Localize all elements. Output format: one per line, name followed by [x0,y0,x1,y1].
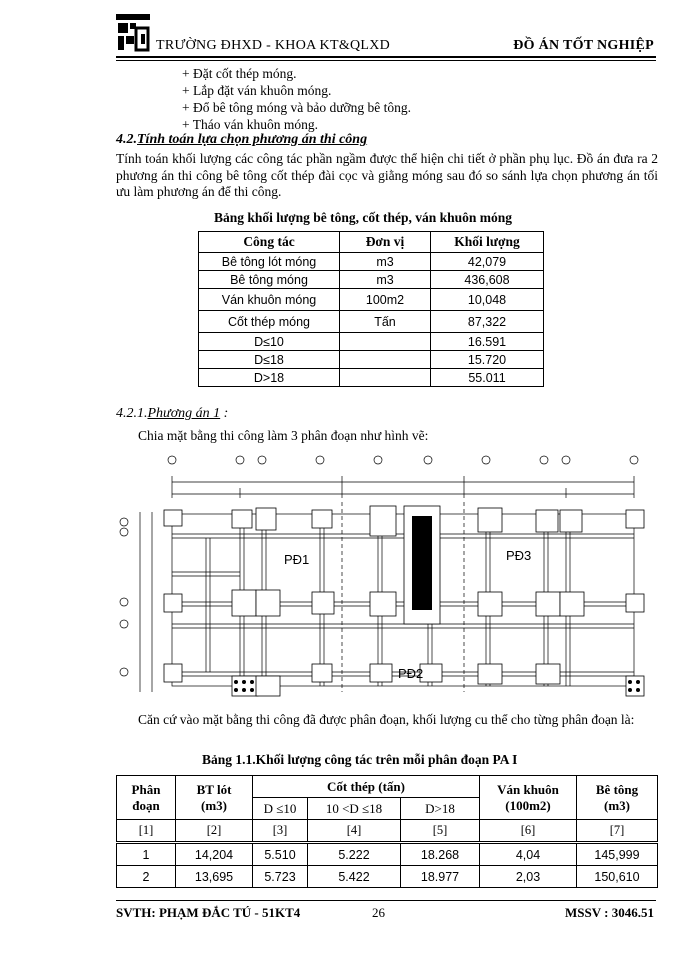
table-cell [340,369,431,387]
table-row [117,843,658,866]
table-header-row [199,232,544,253]
table-row [199,369,544,387]
table-header-cell: D>18 [401,798,480,820]
table-row [199,333,544,351]
table-cell: 10,048 [431,289,544,311]
table-cell: 1 [117,843,176,866]
segment-table [116,775,658,888]
table-cell: 14,204 [176,843,253,866]
table-cell: [3] [253,820,308,843]
table-header-cell [176,776,253,820]
subsection-colon: : [220,406,229,421]
table-header-cell: Công tác [199,232,340,253]
header-line: (100m2) [505,797,551,813]
table-cell: m3 [340,253,431,271]
table-cell: 436,608 [431,271,544,289]
table-cell: 18.268 [401,843,480,866]
table-header-cell [577,776,658,820]
table-cell: D≤18 [199,351,340,369]
subsection-intro: Chia mặt bằng thi công làm 3 phân đoạn như hình vẽ: [138,428,429,443]
table-cell: 18.977 [401,866,480,888]
university-logo [116,14,150,52]
subsection-title: Phương án 1 [147,406,221,421]
header-line: Ván khuôn [497,781,559,797]
table-cell: [1] [117,820,176,843]
table-header-cell: D ≤10 [253,798,308,820]
table-cell: 4,04 [480,843,577,866]
table-cell: Bê tông lót móng [199,253,340,271]
bullet-item: + Đổ bê tông móng và bảo dưỡng bê tông. [182,100,412,115]
table-cell: Ván khuôn móng [199,289,340,311]
table-header-cell: Cốt thép (tấn) [253,776,480,798]
table-cell: 100m2 [340,289,431,311]
header-school: TRƯỜNG ĐHXD - KHOA KT&QLXD [156,38,391,53]
table-cell: [4] [308,820,401,843]
header-line: (m3) [604,797,630,813]
table-cell [340,351,431,369]
table-row [117,866,658,888]
table-cell: m3 [340,271,431,289]
table-header-cell: Khối lượng [431,232,544,253]
table-cell: 87,322 [431,311,544,333]
table-cell: 42,079 [431,253,544,271]
header-line: Bê tông [595,781,639,797]
table-cell: 16.591 [431,333,544,351]
bullet-item: + Đặt cốt thép móng. [182,66,297,81]
table-cell: 5.510 [253,843,308,866]
table-cell: [5] [401,820,480,843]
section-title: Tính toán lựa chọn phương án thi công [137,132,368,147]
section-heading [116,132,367,148]
header-line: đoạn [132,797,160,813]
bullet-item: + Lắp đặt ván khuôn móng. [182,83,332,98]
footer-student-id: MSSV : 3046.51 [565,905,654,920]
section-number: 4.2. [116,132,137,147]
footer-rule [116,900,656,901]
bullet-item: + Tháo ván khuôn móng. [182,117,318,132]
table-cell: [2] [176,820,253,843]
table-header-row [117,776,658,798]
subsection-number: 4.2.1. [116,406,148,421]
zone-3-label: PĐ3 [506,548,532,563]
table-cell: 13,695 [176,866,253,888]
table1-caption: Bảng khối lượng bê tông, cốt thép, ván khuôn móng [214,210,513,225]
table-cell: 145,999 [577,843,658,866]
table-cell: Bê tông móng [199,271,340,289]
table-header-cell: Đơn vị [340,232,431,253]
table2-caption: Bảng 1.1.Khối lượng công tác trên mỗi phân đoạn PA I [202,752,518,767]
foundation-plan-drawing [116,452,658,702]
table-cell: D>18 [199,369,340,387]
header-line: (m3) [201,797,227,813]
header-rule-thin [116,60,656,61]
section-paragraph: Tính toán khối lượng các công tác phần ngầm được thể hiện chi tiết ở phần phụ lục. Đồ án đưa ra 2 phương án thi công bê tông cốt thép đài cọc và giằng móng sau đó so sánh lựa chọn phương án tối ưu làm phương án để thi công. [116,151,658,199]
table-cell: 5.222 [308,843,401,866]
table-row [199,271,544,289]
header-line: BT lót [196,781,232,797]
header-line: Phân [131,781,161,797]
table-cell: 15.720 [431,351,544,369]
table-header-cell: 10 <D ≤18 [308,798,401,820]
table-header-cell [117,776,176,820]
table-cell: D≤10 [199,333,340,351]
subsection-heading [116,406,228,422]
table-cell: 55.011 [431,369,544,387]
zone-2-label: PĐ2 [398,666,424,681]
page-number: 26 [372,905,385,920]
table-index-row [117,820,658,843]
table-cell: 2,03 [480,866,577,888]
table-cell: Cốt thép móng [199,311,340,333]
table-cell [340,333,431,351]
table-row [199,289,544,311]
table-cell: 5.723 [253,866,308,888]
table-cell: [7] [577,820,658,843]
table-row [199,253,544,271]
zone-1-label: PĐ1 [284,552,310,567]
table-cell: Tấn [340,311,431,333]
header-rule [116,56,656,58]
table-cell: 5.422 [308,866,401,888]
header-doc-title: ĐỒ ÁN TỐT NGHIỆP [513,38,654,53]
body-paragraph: Căn cứ vào mặt bằng thi công đã được phân đoạn, khối lượng cu thể cho từng phân đoạn là: [138,712,635,727]
table-header-cell [480,776,577,820]
table-row [199,311,544,333]
table-row [199,351,544,369]
footer-student: SVTH: PHẠM ĐẮC TÚ - 51KT4 [116,905,301,920]
table-cell: [6] [480,820,577,843]
table-cell: 2 [117,866,176,888]
table-cell: 150,610 [577,866,658,888]
summary-table [198,231,544,387]
